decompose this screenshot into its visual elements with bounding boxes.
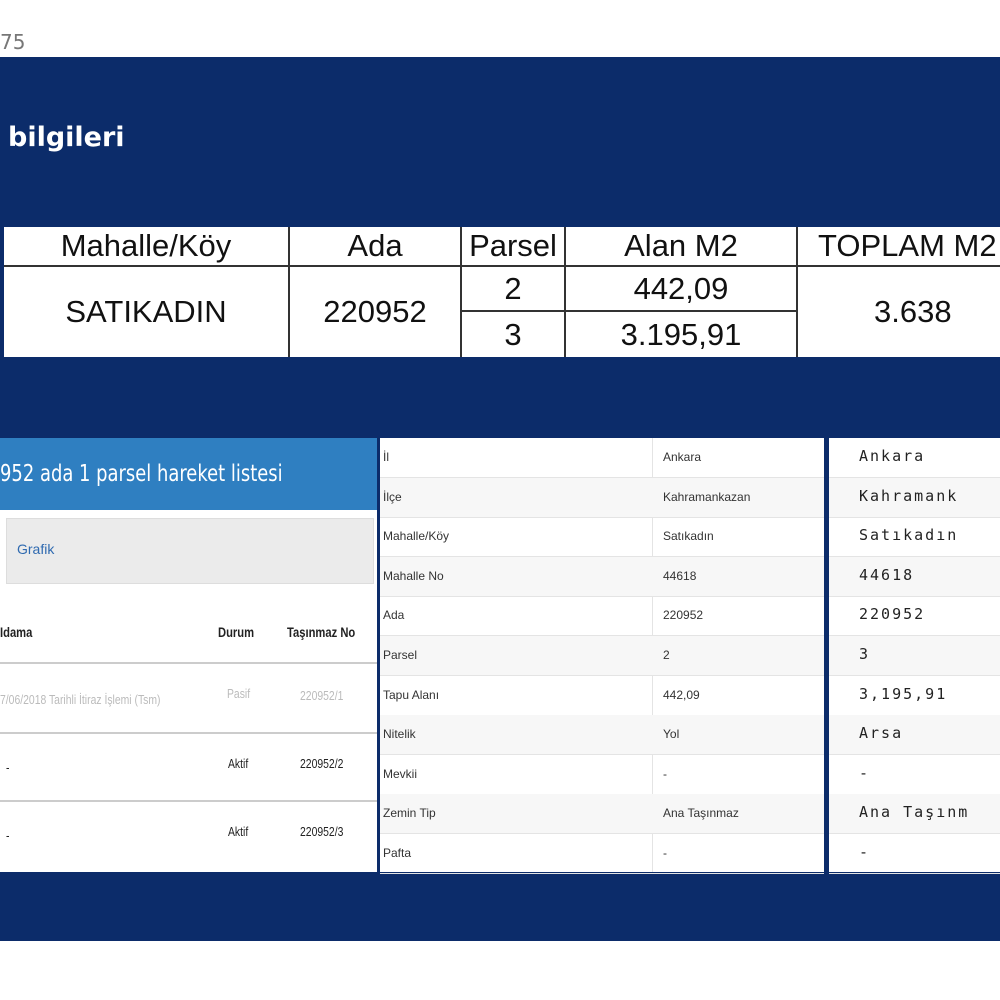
detail-row [380, 755, 824, 795]
detail-row [380, 438, 824, 478]
movement-list-title: 952 ada 1 parsel hareket listesi [0, 461, 283, 487]
detail-value: Ankara [663, 450, 702, 464]
detail-value: 220952 [859, 605, 926, 624]
page-number: 75 [0, 30, 26, 54]
detail-label: Ada [383, 608, 405, 623]
detail-value: Ana Taşınm [859, 803, 970, 822]
table-row-status: Aktif [228, 824, 249, 839]
detail-value: - [859, 843, 871, 861]
detail-row [380, 478, 824, 518]
detail-row [380, 715, 824, 755]
detail-label: Nitelik [383, 727, 416, 742]
detail-label: Mevkii [383, 766, 418, 781]
graph-link[interactable]: Grafik [17, 541, 55, 557]
detail-row [829, 755, 1000, 795]
detail-row [380, 834, 824, 874]
detail-value: 220952 [663, 608, 704, 623]
detail-row [829, 715, 1000, 755]
detail-row [829, 438, 1000, 478]
detail-value: Yol [663, 727, 680, 742]
divider [0, 800, 377, 802]
graph-box [6, 518, 374, 584]
summary-table [4, 227, 1000, 357]
detail-value: 2 [663, 648, 670, 662]
detail-value: - [663, 766, 667, 781]
header-parsel: Parsel [462, 227, 566, 267]
detail-value: Ankara [859, 447, 926, 465]
column-header-no: Taşınmaz No [287, 624, 356, 640]
ada-value: 220952 [290, 267, 462, 357]
detail-row [829, 834, 1000, 874]
column-header-desc: Idama [0, 624, 33, 640]
detail-row [380, 794, 824, 834]
detail-value: Satıkadın [859, 526, 959, 545]
divider [0, 662, 377, 664]
detail-value: 44618 [859, 565, 915, 584]
detail-value: Satıkadın [663, 529, 714, 544]
table-row-status: Pasif [227, 686, 251, 701]
alan-value: 442,09 [566, 267, 798, 312]
detail-value: Kahramank [859, 486, 959, 505]
detail-value: 3 [859, 645, 871, 663]
parsel-value: 3 [462, 312, 566, 357]
detail-row [829, 478, 1000, 518]
parsel-value: 2 [462, 267, 566, 312]
alan-value: 3.195,91 [566, 312, 798, 357]
table-row-status: Aktif [228, 756, 249, 771]
detail-row [829, 596, 1000, 636]
table-row-no: 220952/1 [300, 688, 344, 703]
detail-value: 3,195,91 [859, 684, 948, 703]
detail-label: İl [383, 450, 389, 464]
header-alan: Alan M2 [566, 227, 798, 267]
detail-row [380, 676, 824, 716]
detail-label: İlçe [383, 489, 402, 504]
detail-value: - [663, 846, 667, 860]
detail-row [380, 517, 824, 557]
detail-row [829, 636, 1000, 676]
header-ada: Ada [290, 227, 462, 267]
detail-row [829, 794, 1000, 834]
slide-title: bilgileri [8, 122, 125, 153]
toplam-value: 3.638 [798, 267, 1000, 357]
column-header-status: Durum [218, 624, 255, 640]
detail-label: Pafta [383, 846, 412, 860]
detail-value: - [859, 763, 871, 782]
table-row-no: 220952/2 [300, 756, 344, 771]
detail-value: 442,09 [663, 687, 700, 702]
divider [0, 732, 377, 734]
table-row-desc: 7/06/2018 Tarihli İtiraz İşlemi (Tsm) [0, 692, 161, 707]
detail-value: Arsa [859, 724, 904, 743]
detail-label: Zemin Tip [383, 806, 436, 821]
movement-list-header [0, 438, 377, 510]
detail-value: Ana Taşınmaz [663, 806, 739, 821]
header-mahalle: Mahalle/Köy [4, 227, 290, 267]
detail-row [829, 676, 1000, 716]
header-toplam: TOPLAM M2 [798, 227, 1000, 267]
parcel-2-details [380, 438, 824, 872]
detail-label: Tapu Alanı [383, 687, 440, 702]
mahalle-value: SATIKADIN [4, 267, 290, 357]
table-row-no: 220952/3 [300, 824, 344, 839]
detail-label: Mahalle/Köy [383, 529, 450, 544]
detail-row [829, 557, 1000, 597]
detail-value: Kahramankazan [663, 489, 751, 504]
detail-row [829, 517, 1000, 557]
detail-label: Mahalle No [383, 568, 444, 583]
table-row-desc: - [6, 828, 10, 843]
parcel-3-details [829, 438, 1000, 872]
movement-list-panel [0, 438, 377, 872]
detail-value: 44618 [663, 568, 697, 583]
detail-row [380, 557, 824, 597]
table-row-desc: - [6, 760, 10, 775]
detail-row [380, 636, 824, 676]
detail-label: Parsel [383, 648, 418, 662]
detail-row [380, 596, 824, 636]
